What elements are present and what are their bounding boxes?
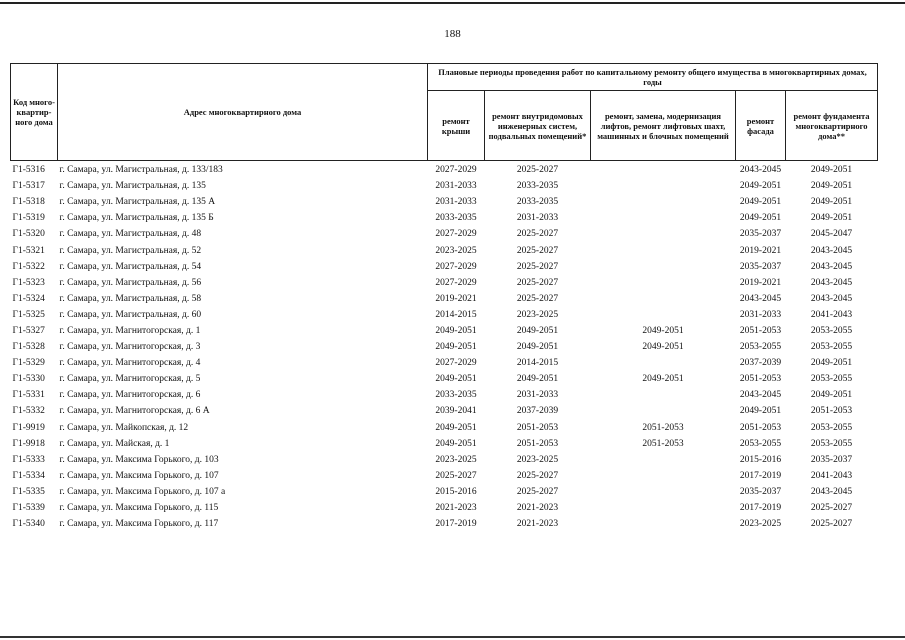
cell-code: Г1-5322 xyxy=(12,261,45,272)
table-row xyxy=(11,210,878,226)
table-row xyxy=(11,323,878,339)
cell-facade: 2043-2045 xyxy=(739,165,782,176)
cell-foundation: 2053-2055 xyxy=(810,438,853,449)
col-header-facade: ремонт фасада xyxy=(736,91,786,161)
cell-code: Г1-5340 xyxy=(12,519,45,530)
cell-lifts xyxy=(591,210,736,226)
cell-lifts xyxy=(591,500,736,516)
cell-roof: 2027-2029 xyxy=(435,229,477,240)
cell-facade: 2053-2055 xyxy=(739,438,782,449)
cell-address: г. Самара, ул. Максима Горького, д. 107 xyxy=(59,470,219,481)
cell-facade: 2031-2033 xyxy=(739,309,782,320)
table-row xyxy=(11,484,878,500)
cell-roof: 2049-2051 xyxy=(435,325,477,336)
cell-code: Г1-5335 xyxy=(12,486,45,497)
cell-systems: 2025-2027 xyxy=(516,165,559,176)
cell-facade: 2049-2051 xyxy=(739,213,782,224)
table-row xyxy=(11,275,878,291)
cell-address: г. Самара, ул. Магнитогорская, д. 4 xyxy=(59,358,201,369)
cell-foundation: 2049-2051 xyxy=(810,181,853,192)
table-body xyxy=(11,161,878,533)
cell-facade: 2015-2016 xyxy=(739,454,782,465)
cell-code: Г1-5319 xyxy=(12,213,45,224)
col-header-periods: Плановые периоды проведения работ по капитальному ремонту общего имущества в многоквартирных домах, годы xyxy=(428,64,878,91)
cell-foundation: 2043-2045 xyxy=(810,261,853,272)
cell-foundation: 2049-2051 xyxy=(810,165,853,176)
cell-address: г. Самара, ул. Магнитогорская, д. 3 xyxy=(59,342,201,353)
cell-address: г. Самара, ул. Магнитогорская, д. 6 А xyxy=(59,406,210,417)
cell-address: г. Самара, ул. Магистральная, д. 135 Б xyxy=(59,213,214,224)
cell-code: Г1-5318 xyxy=(12,197,45,208)
cell-code: Г1-5332 xyxy=(12,406,45,417)
cell-systems: 2049-2051 xyxy=(516,374,559,385)
cell-facade: 2035-2037 xyxy=(739,486,782,497)
table-row xyxy=(11,371,878,387)
table-row xyxy=(11,291,878,307)
col-header-address: Адрес многоквартирного дома xyxy=(58,64,428,161)
cell-foundation: 2049-2051 xyxy=(810,358,853,369)
cell-roof: 2049-2051 xyxy=(435,374,477,385)
cell-lifts xyxy=(591,291,736,307)
cell-systems: 2023-2025 xyxy=(516,454,559,465)
cell-address: г. Самара, ул. Магнитогорская, д. 6 xyxy=(59,390,201,401)
cell-code: Г1-5328 xyxy=(12,342,45,353)
cell-code: Г1-5316 xyxy=(12,165,45,176)
cell-systems: 2025-2027 xyxy=(516,261,559,272)
cell-foundation: 2049-2051 xyxy=(810,197,853,208)
cell-systems: 2033-2035 xyxy=(516,181,559,192)
cell-address: г. Самара, ул. Майская, д. 1 xyxy=(59,438,170,449)
cell-lifts xyxy=(591,226,736,242)
cell-foundation: 2045-2047 xyxy=(810,229,853,240)
cell-roof: 2025-2027 xyxy=(435,470,477,481)
cell-systems: 2025-2027 xyxy=(516,277,559,288)
cell-foundation: 2053-2055 xyxy=(810,422,853,433)
table-row xyxy=(11,161,878,179)
cell-systems: 2051-2053 xyxy=(516,422,559,433)
cell-foundation: 2035-2037 xyxy=(810,454,853,465)
cell-address: г. Самара, ул. Майкопская, д. 12 xyxy=(59,422,189,433)
table-row xyxy=(11,420,878,436)
cell-systems: 2033-2035 xyxy=(516,197,559,208)
cell-lifts xyxy=(591,161,736,179)
cell-facade: 2049-2051 xyxy=(739,181,782,192)
cell-foundation: 2053-2055 xyxy=(810,325,853,336)
bottom-rule xyxy=(0,636,905,638)
cell-facade: 2035-2037 xyxy=(739,229,782,240)
cell-roof: 2049-2051 xyxy=(435,342,477,353)
cell-systems: 2021-2023 xyxy=(516,503,559,514)
cell-systems: 2025-2027 xyxy=(516,245,559,256)
table-row xyxy=(11,355,878,371)
cell-facade: 2049-2051 xyxy=(739,197,782,208)
cell-foundation: 2051-2053 xyxy=(810,406,853,417)
cell-systems: 2037-2039 xyxy=(516,406,559,417)
cell-facade: 2051-2053 xyxy=(739,325,782,336)
top-rule xyxy=(0,2,905,4)
cell-roof: 2014-2015 xyxy=(435,309,477,320)
cell-foundation: 2049-2051 xyxy=(810,390,853,401)
cell-address: г. Самара, ул. Магистральная, д. 60 xyxy=(59,309,202,320)
cell-lifts xyxy=(591,178,736,194)
col-header-lifts: ремонт, замена, модернизация лифтов, ремонт лифтовых шахт, машинных и блочных помещений xyxy=(591,91,736,161)
cell-systems: 2025-2027 xyxy=(516,470,559,481)
cell-code: Г1-5327 xyxy=(12,325,45,336)
cell-facade: 2035-2037 xyxy=(739,261,782,272)
cell-systems: 2021-2023 xyxy=(516,519,559,530)
page-number: 188 xyxy=(444,28,461,40)
cell-systems: 2051-2053 xyxy=(516,438,559,449)
table-row xyxy=(11,226,878,242)
table-row xyxy=(11,468,878,484)
cell-systems: 2014-2015 xyxy=(516,358,559,369)
cell-foundation: 2043-2045 xyxy=(810,245,853,256)
table-row xyxy=(11,516,878,532)
cell-foundation: 2041-2043 xyxy=(810,309,853,320)
table-row xyxy=(11,339,878,355)
cell-address: г. Самара, ул. Магистральная, д. 58 xyxy=(59,293,202,304)
cell-code: Г1-5323 xyxy=(12,277,45,288)
cell-roof: 2031-2033 xyxy=(435,181,477,192)
cell-lifts xyxy=(591,516,736,532)
cell-code: Г1-5324 xyxy=(12,293,45,304)
cell-address: г. Самара, ул. Магистральная, д. 48 xyxy=(59,229,202,240)
table-row xyxy=(11,452,878,468)
cell-lifts xyxy=(591,275,736,291)
cell-systems: 2049-2051 xyxy=(516,325,559,336)
cell-foundation: 2053-2055 xyxy=(810,374,853,385)
cell-lifts: 2049-2051 xyxy=(642,342,684,353)
table-row xyxy=(11,194,878,210)
cell-code: Г1-5333 xyxy=(12,454,45,465)
cell-address: г. Самара, ул. Магистральная, д. 135 xyxy=(59,181,206,192)
cell-address: г. Самара, ул. Магистральная, д. 56 xyxy=(59,277,202,288)
cell-address: г. Самара, ул. Магистральная, д. 52 xyxy=(59,245,202,256)
capital-repair-table xyxy=(10,63,878,532)
cell-foundation: 2053-2055 xyxy=(810,342,853,353)
cell-lifts: 2051-2053 xyxy=(642,438,684,449)
table-row xyxy=(11,259,878,275)
cell-roof: 2027-2029 xyxy=(435,261,477,272)
cell-roof: 2049-2051 xyxy=(435,422,477,433)
cell-code: Г1-9919 xyxy=(12,422,45,433)
cell-lifts xyxy=(591,259,736,275)
cell-systems: 2025-2027 xyxy=(516,229,559,240)
cell-address: г. Самара, ул. Магнитогорская, д. 1 xyxy=(59,325,201,336)
cell-systems: 2049-2051 xyxy=(516,342,559,353)
cell-systems: 2023-2025 xyxy=(516,309,559,320)
cell-roof: 2049-2051 xyxy=(435,438,477,449)
cell-facade: 2019-2021 xyxy=(739,277,782,288)
col-header-roof: ремонт крыши xyxy=(428,91,485,161)
cell-address: г. Самара, ул. Максима Горького, д. 107 а xyxy=(59,486,226,497)
cell-lifts xyxy=(591,242,736,258)
cell-lifts xyxy=(591,452,736,468)
cell-facade: 2023-2025 xyxy=(739,519,782,530)
cell-roof: 2023-2025 xyxy=(435,454,477,465)
col-header-systems: ремонт внутридомовых инженерных систем, подвальных помещений* xyxy=(485,91,591,161)
cell-code: Г1-5331 xyxy=(12,390,45,401)
cell-foundation: 2043-2045 xyxy=(810,293,853,304)
cell-facade: 2019-2021 xyxy=(739,245,782,256)
cell-lifts xyxy=(591,387,736,403)
cell-systems: 2031-2033 xyxy=(516,213,559,224)
col-header-code: Код много-квартир-ного дома xyxy=(11,64,58,161)
table-header xyxy=(11,64,878,161)
cell-foundation: 2025-2027 xyxy=(810,519,853,530)
cell-address: г. Самара, ул. Магистральная, д. 135 А xyxy=(59,197,216,208)
cell-roof: 2021-2023 xyxy=(435,503,477,514)
cell-code: Г1-5339 xyxy=(12,503,45,514)
cell-lifts xyxy=(591,468,736,484)
cell-roof: 2031-2033 xyxy=(435,197,477,208)
cell-address: г. Самара, ул. Магнитогорская, д. 5 xyxy=(59,374,201,385)
cell-facade: 2053-2055 xyxy=(739,342,782,353)
cell-foundation: 2041-2043 xyxy=(810,470,853,481)
cell-address: г. Самара, ул. Максима Горького, д. 115 xyxy=(59,503,219,514)
table-row xyxy=(11,436,878,452)
cell-lifts: 2051-2053 xyxy=(642,422,684,433)
cell-roof: 2027-2029 xyxy=(435,277,477,288)
cell-lifts: 2049-2051 xyxy=(642,374,684,385)
cell-code: Г1-5329 xyxy=(12,358,45,369)
table-row xyxy=(11,387,878,403)
table-row xyxy=(11,307,878,323)
cell-facade: 2017-2019 xyxy=(739,470,782,481)
cell-roof: 2033-2035 xyxy=(435,390,477,401)
cell-roof: 2027-2029 xyxy=(435,165,477,176)
cell-roof: 2019-2021 xyxy=(435,293,477,304)
cell-systems: 2031-2033 xyxy=(516,390,559,401)
cell-lifts xyxy=(591,403,736,419)
cell-code: Г1-5317 xyxy=(12,181,45,192)
cell-roof: 2033-2035 xyxy=(435,213,477,224)
cell-address: г. Самара, ул. Максима Горького, д. 103 xyxy=(59,454,219,465)
cell-foundation: 2025-2027 xyxy=(810,503,853,514)
cell-facade: 2051-2053 xyxy=(739,374,782,385)
cell-code: Г1-5321 xyxy=(12,245,45,256)
cell-foundation: 2049-2051 xyxy=(810,213,853,224)
cell-lifts xyxy=(591,194,736,210)
cell-foundation: 2043-2045 xyxy=(810,277,853,288)
cell-facade: 2037-2039 xyxy=(739,358,782,369)
cell-facade: 2049-2051 xyxy=(739,406,782,417)
cell-roof: 2027-2029 xyxy=(435,358,477,369)
cell-roof: 2023-2025 xyxy=(435,245,477,256)
cell-foundation: 2043-2045 xyxy=(810,486,853,497)
cell-code: Г1-5330 xyxy=(12,374,45,385)
cell-lifts xyxy=(591,307,736,323)
cell-address: г. Самара, ул. Магистральная, д. 54 xyxy=(59,261,202,272)
cell-lifts: 2049-2051 xyxy=(642,325,684,336)
cell-facade: 2017-2019 xyxy=(739,503,782,514)
cell-address: г. Самара, ул. Магистральная, д. 133/183 xyxy=(59,165,223,176)
cell-lifts xyxy=(591,484,736,500)
col-header-foundation: ремонт фундамента многоквартирного дома** xyxy=(786,91,878,161)
cell-code: Г1-5325 xyxy=(12,309,45,320)
cell-code: Г1-9918 xyxy=(12,438,45,449)
table-row xyxy=(11,500,878,516)
cell-roof: 2039-2041 xyxy=(435,406,477,417)
cell-address: г. Самара, ул. Максима Горького, д. 117 xyxy=(59,519,219,530)
table-row xyxy=(11,178,878,194)
table-row xyxy=(11,242,878,258)
cell-facade: 2043-2045 xyxy=(739,293,782,304)
cell-facade: 2043-2045 xyxy=(739,390,782,401)
cell-systems: 2025-2027 xyxy=(516,293,559,304)
cell-roof: 2015-2016 xyxy=(435,486,477,497)
cell-code: Г1-5334 xyxy=(12,470,45,481)
cell-code: Г1-5320 xyxy=(12,229,45,240)
cell-systems: 2025-2027 xyxy=(516,486,559,497)
table-row xyxy=(11,403,878,419)
cell-roof: 2017-2019 xyxy=(435,519,477,530)
cell-facade: 2051-2053 xyxy=(739,422,782,433)
cell-lifts xyxy=(591,355,736,371)
